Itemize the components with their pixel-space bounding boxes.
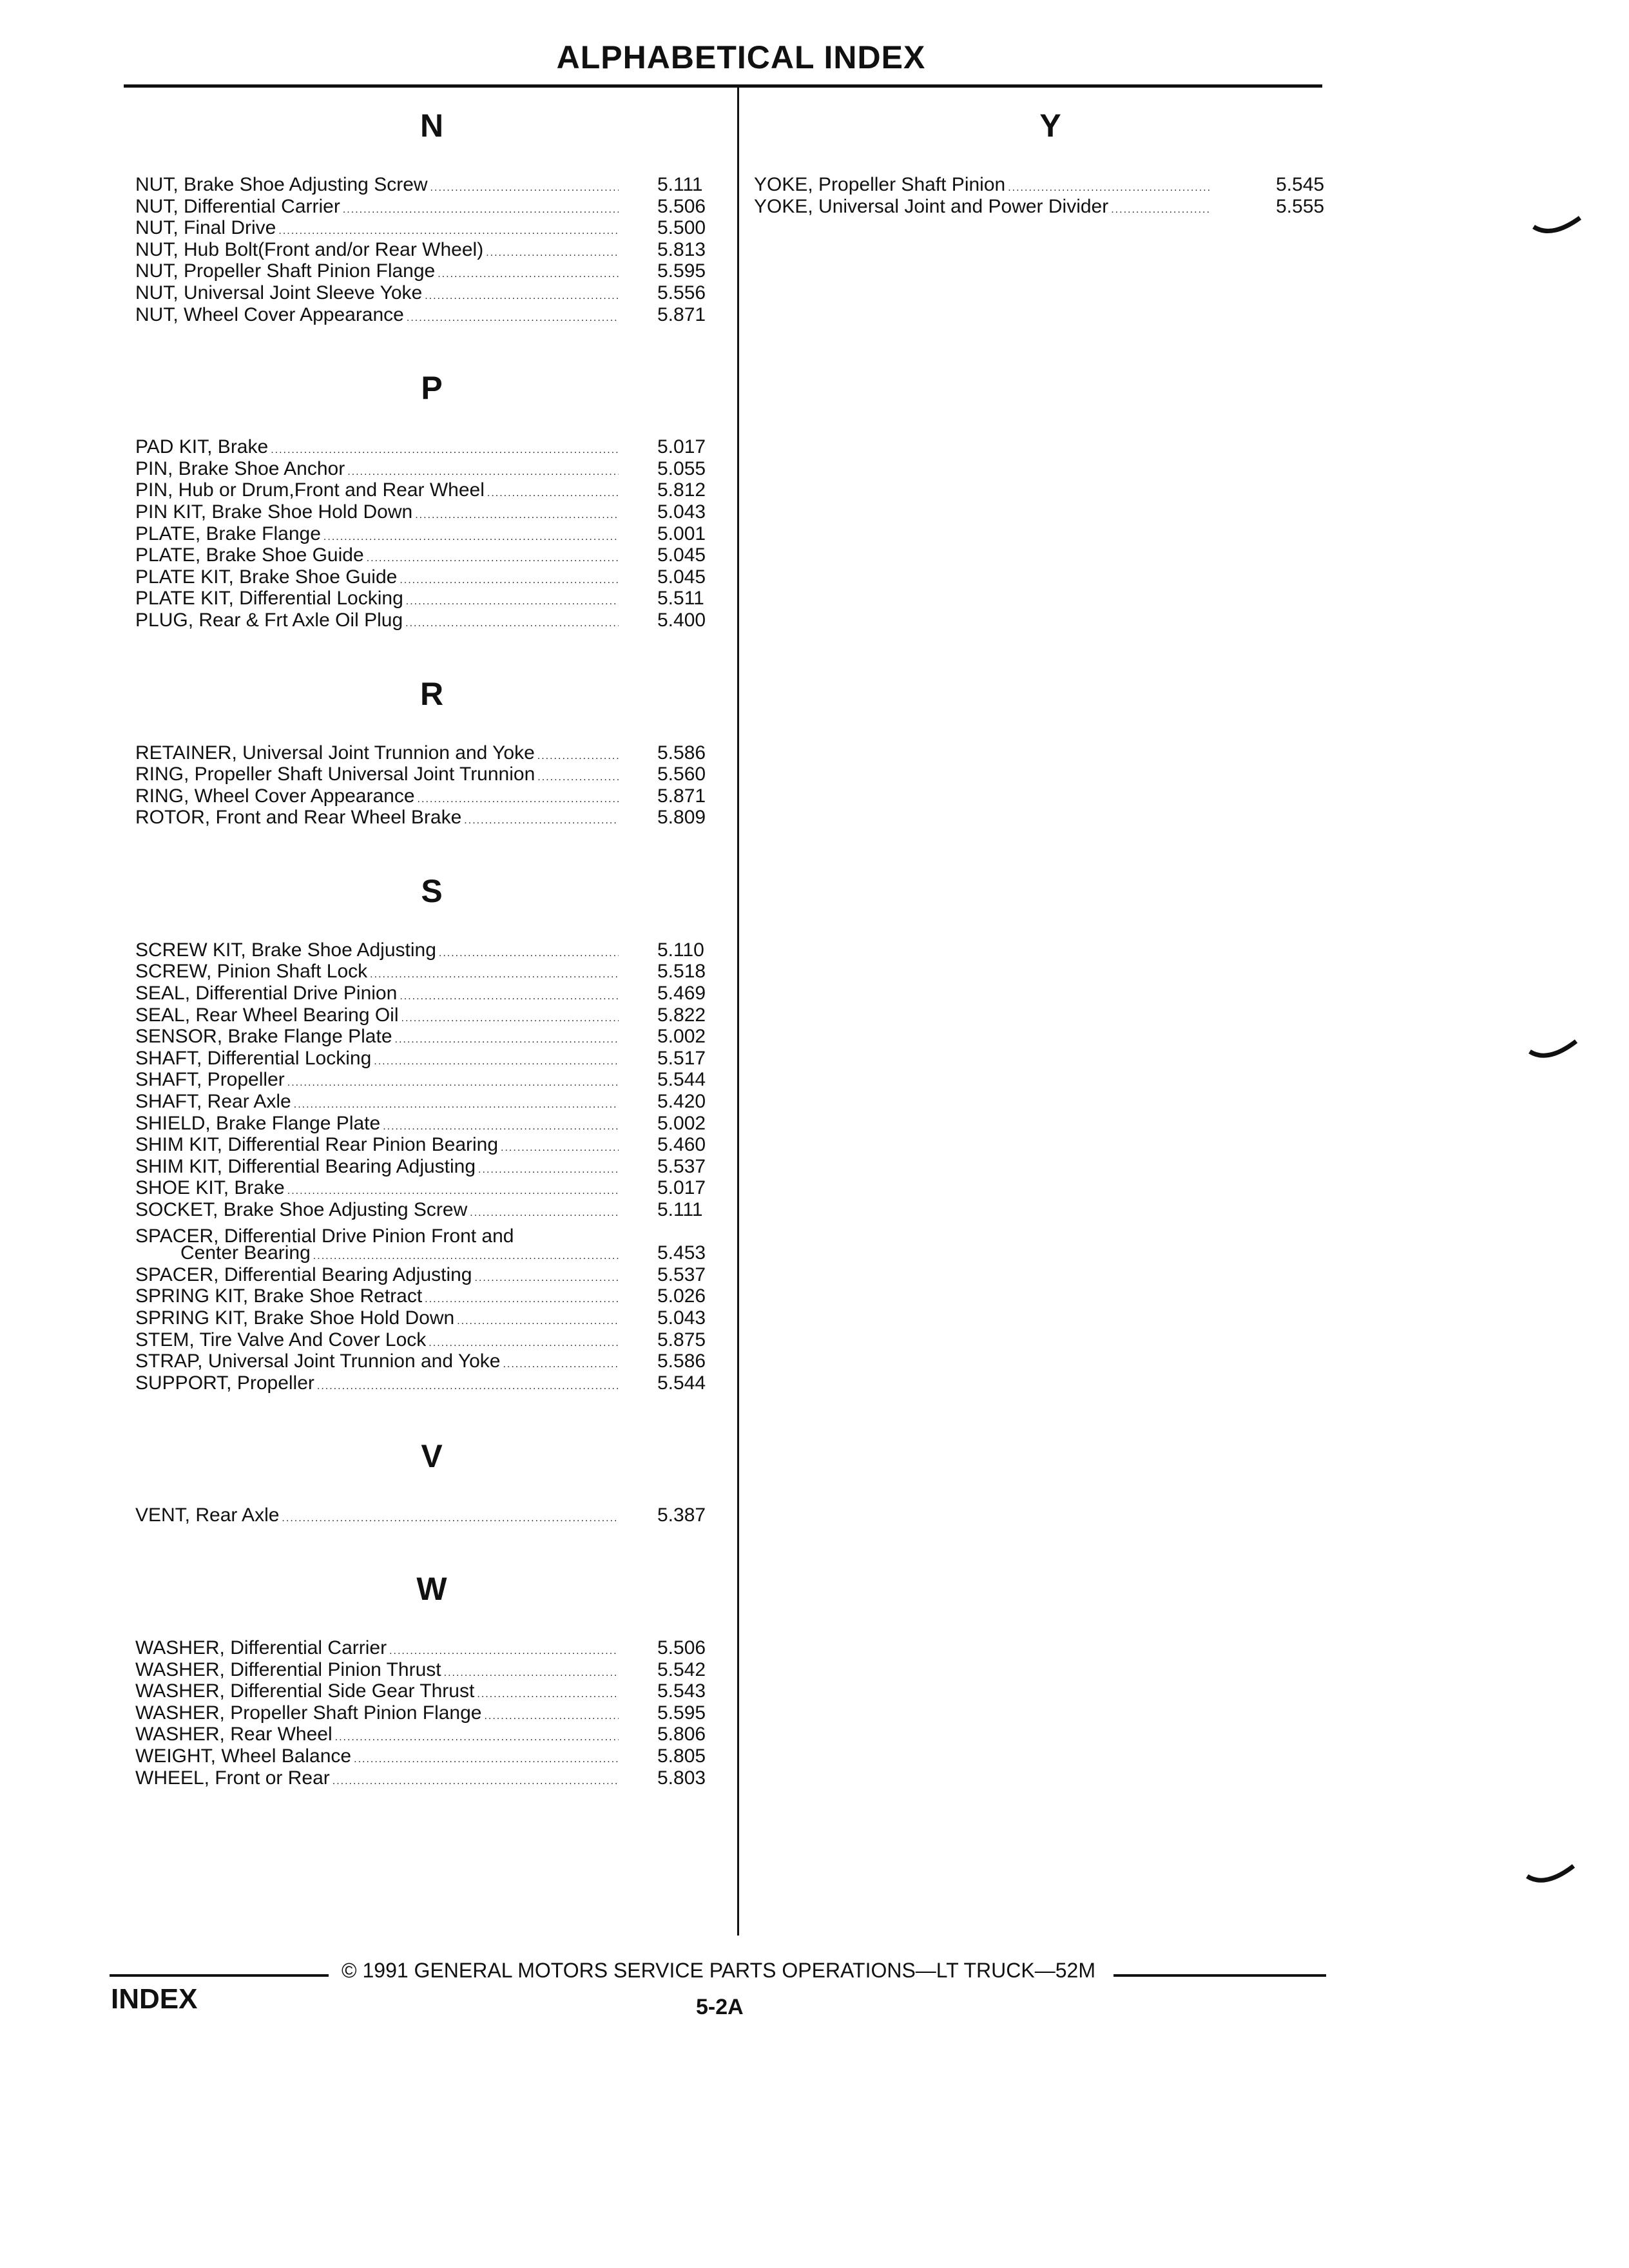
index-entry: [135, 764, 728, 785]
leader-dots: [374, 1051, 619, 1073]
index-entry: [135, 239, 728, 261]
entry-page: 5.871: [657, 785, 706, 807]
entry-name: PIN, Brake Shoe Anchor: [135, 457, 345, 479]
index-entry: [135, 458, 728, 480]
entry-page: 5.111: [657, 174, 703, 195]
section-letter: V: [421, 1438, 443, 1475]
entry-name: SPRING KIT, Brake Shoe Hold Down: [135, 1307, 455, 1329]
entry-name: NUT, Differential Carrier: [135, 195, 340, 217]
leader-dots: [406, 591, 619, 613]
index-entry: [135, 304, 728, 326]
index-section-v: [135, 1434, 728, 1526]
entry-name: RING, Propeller Shaft Universal Joint Trunnion: [135, 764, 535, 785]
entry-name: SHIM KIT, Differential Rear Pinion Bearing: [135, 1134, 499, 1156]
leader-dots: [282, 1508, 619, 1530]
entry-page: 5.586: [657, 1350, 706, 1372]
index-entry: [135, 217, 728, 239]
index-entry: [754, 174, 1347, 196]
entry-list: [135, 1637, 728, 1789]
section-letter: Y: [1039, 108, 1061, 144]
column-divider: [737, 88, 739, 1936]
entry-name: SOCKET, Brake Shoe Adjusting Screw: [135, 1199, 468, 1220]
leader-dots: [343, 199, 619, 221]
entry-name: WASHER, Propeller Shaft Pinion Flange: [135, 1702, 482, 1724]
entry-page: 5.544: [657, 1069, 706, 1091]
leader-dots: [425, 285, 619, 307]
entry-name: SCREW KIT, Brake Shoe Adjusting: [135, 939, 436, 961]
index-entry: [135, 1680, 728, 1702]
entry-page: 5.805: [657, 1745, 706, 1767]
entry-name: PLATE KIT, Differential Locking: [135, 588, 403, 610]
entry-name: PIN, Hub or Drum,Front and Rear Wheel: [135, 479, 485, 501]
entry-page: 5.542: [657, 1658, 706, 1680]
leader-dots: [335, 1727, 619, 1749]
index-entry: [135, 436, 728, 458]
entry-list: [135, 939, 728, 1394]
entry-page: 5.555: [1276, 195, 1325, 217]
entry-name: WASHER, Differential Carrier: [135, 1637, 387, 1658]
entry-page: 5.045: [657, 566, 706, 588]
leader-dots: [400, 986, 619, 1008]
index-entry: [135, 196, 728, 218]
section-label: INDEX: [111, 1983, 198, 2015]
entry-name: WHEEL, Front or Rear: [135, 1767, 330, 1789]
index-entry: [135, 1177, 728, 1199]
index-column-right: [754, 103, 1347, 217]
index-section-n: [135, 103, 728, 325]
entry-name: NUT, Wheel Cover Appearance: [135, 303, 404, 325]
binder-mark-icon: [1532, 213, 1584, 245]
entry-name: PLUG, Rear & Frt Axle Oil Plug: [135, 609, 403, 631]
entry-page: 5.537: [657, 1155, 706, 1177]
entry-page: 5.822: [657, 1004, 706, 1026]
index-entry: [135, 1307, 728, 1329]
entry-page: 5.560: [657, 764, 706, 785]
entry-name: SEAL, Differential Drive Pinion: [135, 983, 398, 1004]
leader-dots: [407, 307, 619, 329]
entry-name: RING, Wheel Cover Appearance: [135, 785, 415, 807]
index-entry: [135, 1091, 728, 1113]
entry-page: 5.111: [657, 1199, 703, 1220]
entry-name: SCREW, Pinion Shaft Lock: [135, 961, 368, 983]
index-entry: [135, 1372, 728, 1394]
entry-name: STEM, Tire Valve And Cover Lock: [135, 1329, 427, 1350]
entry-list: [754, 174, 1347, 217]
index-entry: [754, 196, 1347, 218]
entry-page: 5.595: [657, 1702, 706, 1724]
index-entry: [135, 961, 728, 983]
header-rule: [124, 84, 1322, 88]
entry-page: 5.556: [657, 282, 706, 303]
section-letter: N: [419, 108, 444, 144]
entry-name: SUPPORT, Propeller: [135, 1372, 314, 1394]
entry-name: NUT, Hub Bolt(Front and/or Rear Wheel): [135, 238, 484, 260]
leader-dots: [370, 964, 619, 986]
entry-name: ROTOR, Front and Rear Wheel Brake: [135, 807, 462, 829]
leader-dots: [395, 1029, 619, 1051]
index-entry: [135, 588, 728, 610]
index-entry: [135, 260, 728, 282]
index-entry: [135, 174, 728, 196]
leader-dots: [478, 1159, 619, 1181]
entry-name: SEAL, Rear Wheel Bearing Oil: [135, 1004, 399, 1026]
entry-name: PIN KIT, Brake Shoe Hold Down: [135, 501, 413, 523]
entry-page: 5.803: [657, 1767, 706, 1789]
entry-list: [135, 436, 728, 631]
entry-name: SHAFT, Differential Locking: [135, 1047, 372, 1069]
leader-dots: [487, 483, 619, 505]
entry-page: 5.387: [657, 1504, 706, 1526]
entry-name: SHOE KIT, Brake: [135, 1177, 285, 1199]
index-section-s: [135, 869, 728, 1394]
leader-dots: [405, 613, 619, 635]
entry-name: NUT, Propeller Shaft Pinion Flange: [135, 260, 436, 282]
index-entry: [135, 807, 728, 829]
entry-page: 5.002: [657, 1026, 706, 1048]
entry-name: SHAFT, Propeller: [135, 1069, 285, 1091]
section-letter: S: [421, 872, 443, 909]
page-title: ALPHABETICAL INDEX: [556, 39, 926, 75]
index-entry: [135, 1659, 728, 1681]
entry-page: 5.812: [657, 479, 706, 501]
entry-page: 5.110: [657, 939, 704, 961]
index-section-y: [754, 103, 1347, 217]
entry-page: 5.043: [657, 1307, 706, 1329]
index-column-left: [135, 103, 728, 1789]
index-section-r: [135, 671, 728, 829]
index-entry: [135, 1156, 728, 1178]
entry-name: WEIGHT, Wheel Balance: [135, 1745, 352, 1767]
index-entry: [135, 479, 728, 501]
section-letter: R: [419, 675, 444, 712]
leader-dots: [457, 1311, 619, 1332]
entry-name: PAD KIT, Brake: [135, 436, 269, 458]
entry-page: 5.806: [657, 1724, 706, 1745]
index-entry: [135, 939, 728, 961]
entry-page: 5.002: [657, 1112, 706, 1134]
entry-page: 5.595: [657, 260, 706, 282]
index-entry: [135, 1048, 728, 1070]
index-entry: [135, 1329, 728, 1351]
leader-dots: [439, 943, 619, 965]
leader-dots: [400, 570, 619, 591]
leader-dots: [333, 1771, 619, 1792]
index-entry: [135, 566, 728, 588]
entry-page: 5.871: [657, 303, 706, 325]
entry-name: STRAP, Universal Joint Trunnion and Yoke: [135, 1350, 501, 1372]
entry-page: 5.420: [657, 1091, 706, 1113]
section-letter: P: [421, 370, 443, 407]
index-section-p: [135, 365, 728, 631]
binder-mark-icon: [1528, 1037, 1580, 1070]
index-entry: [135, 1221, 728, 1247]
entry-page: 5.400: [657, 609, 706, 631]
index-entry: [135, 1134, 728, 1156]
leader-dots: [367, 548, 619, 570]
index-entry: [135, 523, 728, 545]
index-entry: [135, 544, 728, 566]
entry-list: [135, 742, 728, 829]
entry-name: SPRING KIT, Brake Shoe Retract: [135, 1285, 423, 1307]
index-entry: [135, 1724, 728, 1745]
entry-page: 5.460: [657, 1134, 706, 1156]
entry-page: 5.813: [657, 238, 706, 260]
entry-page: 5.511: [657, 588, 704, 610]
leader-dots: [323, 526, 619, 548]
index-entry: [135, 1026, 728, 1048]
entry-name: YOKE, Propeller Shaft Pinion: [754, 174, 1006, 195]
entry-page: 5.026: [657, 1285, 706, 1307]
index-entry: [135, 282, 728, 304]
entry-name: PLATE, Brake Shoe Guide: [135, 544, 364, 566]
leader-dots: [464, 810, 619, 832]
leader-dots: [430, 177, 619, 199]
entry-name: RETAINER, Universal Joint Trunnion and Yoke: [135, 742, 535, 764]
leader-dots: [401, 1008, 619, 1030]
index-entry: [135, 501, 728, 523]
entry-page: 5.500: [657, 217, 706, 239]
entry-list: [135, 1504, 728, 1526]
index-entry: [135, 1069, 728, 1091]
entry-name: SENSOR, Brake Flange Plate: [135, 1026, 392, 1048]
index-entry: [135, 1285, 728, 1307]
entry-page: 5.544: [657, 1372, 706, 1394]
leader-dots: [537, 745, 619, 767]
entry-name: NUT, Brake Shoe Adjusting Screw: [135, 174, 428, 195]
index-entry: [135, 1745, 728, 1767]
entry-name: PLATE, Brake Flange: [135, 523, 321, 544]
footer-rule: [1113, 1974, 1326, 1977]
leader-dots: [486, 242, 619, 264]
entry-page: 5.055: [657, 457, 706, 479]
entry-name: VENT, Rear Axle: [135, 1504, 280, 1526]
index-entry: [135, 1350, 728, 1372]
entry-page: 5.506: [657, 195, 706, 217]
entry-page: 5.506: [657, 1637, 706, 1658]
entry-page: 5.017: [657, 436, 706, 458]
entry-name: SHAFT, Rear Axle: [135, 1091, 291, 1113]
leader-dots: [475, 1267, 619, 1289]
entry-page: 5.043: [657, 501, 706, 523]
entry-name: WASHER, Differential Side Gear Thrust: [135, 1680, 475, 1702]
entry-page: 5.453: [657, 1242, 706, 1264]
index-entry: [135, 1242, 728, 1264]
entry-page: 5.537: [657, 1264, 706, 1285]
index-entry: [135, 1199, 728, 1221]
leader-dots: [503, 1354, 619, 1376]
binder-mark-icon: [1526, 1862, 1577, 1894]
leader-dots: [516, 1221, 619, 1243]
index-entry: [135, 983, 728, 1004]
entry-list: [135, 174, 728, 325]
leader-dots: [287, 1072, 619, 1094]
entry-page: 5.045: [657, 544, 706, 566]
footer-rule: [110, 1974, 329, 1977]
entry-page: 5.517: [657, 1047, 706, 1069]
leader-dots: [1111, 199, 1211, 221]
entry-name: SPACER, Differential Drive Pinion Front and: [135, 1225, 514, 1247]
entry-page: 5.586: [657, 742, 706, 764]
entry-name: SPACER, Differential Bearing Adjusting: [135, 1264, 472, 1285]
leader-dots: [537, 767, 619, 789]
entry-name: NUT, Universal Joint Sleeve Yoke: [135, 282, 423, 303]
leader-dots: [484, 1706, 619, 1727]
index-entry: [135, 785, 728, 807]
entry-page: 5.543: [657, 1680, 706, 1702]
index-entry: [135, 1767, 728, 1789]
leader-dots: [438, 264, 619, 285]
entry-page: 5.518: [657, 961, 706, 983]
entry-page: 5.017: [657, 1177, 706, 1199]
index-entry: [135, 610, 728, 631]
entry-page: 5.469: [657, 983, 706, 1004]
section-letter: W: [416, 1570, 447, 1607]
index-entry: [135, 742, 728, 764]
entry-name: YOKE, Universal Joint and Power Divider: [754, 195, 1109, 217]
leader-dots: [477, 1684, 619, 1706]
copyright-text: © 1991 GENERAL MOTORS SERVICE PARTS OPERATIONS—LT TRUCK—52M: [342, 1959, 1095, 1982]
entry-name: WASHER, Rear Wheel: [135, 1724, 333, 1745]
entry-name: WASHER, Differential Pinion Thrust: [135, 1658, 441, 1680]
index-entry: [135, 1504, 728, 1526]
index-entry: [135, 1637, 728, 1659]
entry-page: 5.001: [657, 523, 706, 544]
entry-page: 5.875: [657, 1329, 706, 1350]
entry-name: Center Bearing: [180, 1242, 311, 1264]
leader-dots: [415, 505, 619, 526]
index-entry: [135, 1702, 728, 1724]
leader-dots: [317, 1376, 619, 1398]
entry-page: 5.545: [1276, 174, 1325, 195]
index-section-w: [135, 1566, 728, 1789]
entry-name: SHIM KIT, Differential Bearing Adjusting: [135, 1155, 476, 1177]
entry-page: 5.809: [657, 807, 706, 829]
page-number: 5-2A: [696, 1995, 744, 2019]
index-entry: [135, 1113, 728, 1135]
entry-name: SHIELD, Brake Flange Plate: [135, 1112, 381, 1134]
index-entry: [135, 1264, 728, 1286]
index-entry: [135, 1004, 728, 1026]
entry-name: PLATE KIT, Brake Shoe Guide: [135, 566, 398, 588]
entry-name: NUT, Final Drive: [135, 217, 276, 239]
leader-dots: [354, 1749, 619, 1771]
leader-dots: [501, 1137, 619, 1159]
